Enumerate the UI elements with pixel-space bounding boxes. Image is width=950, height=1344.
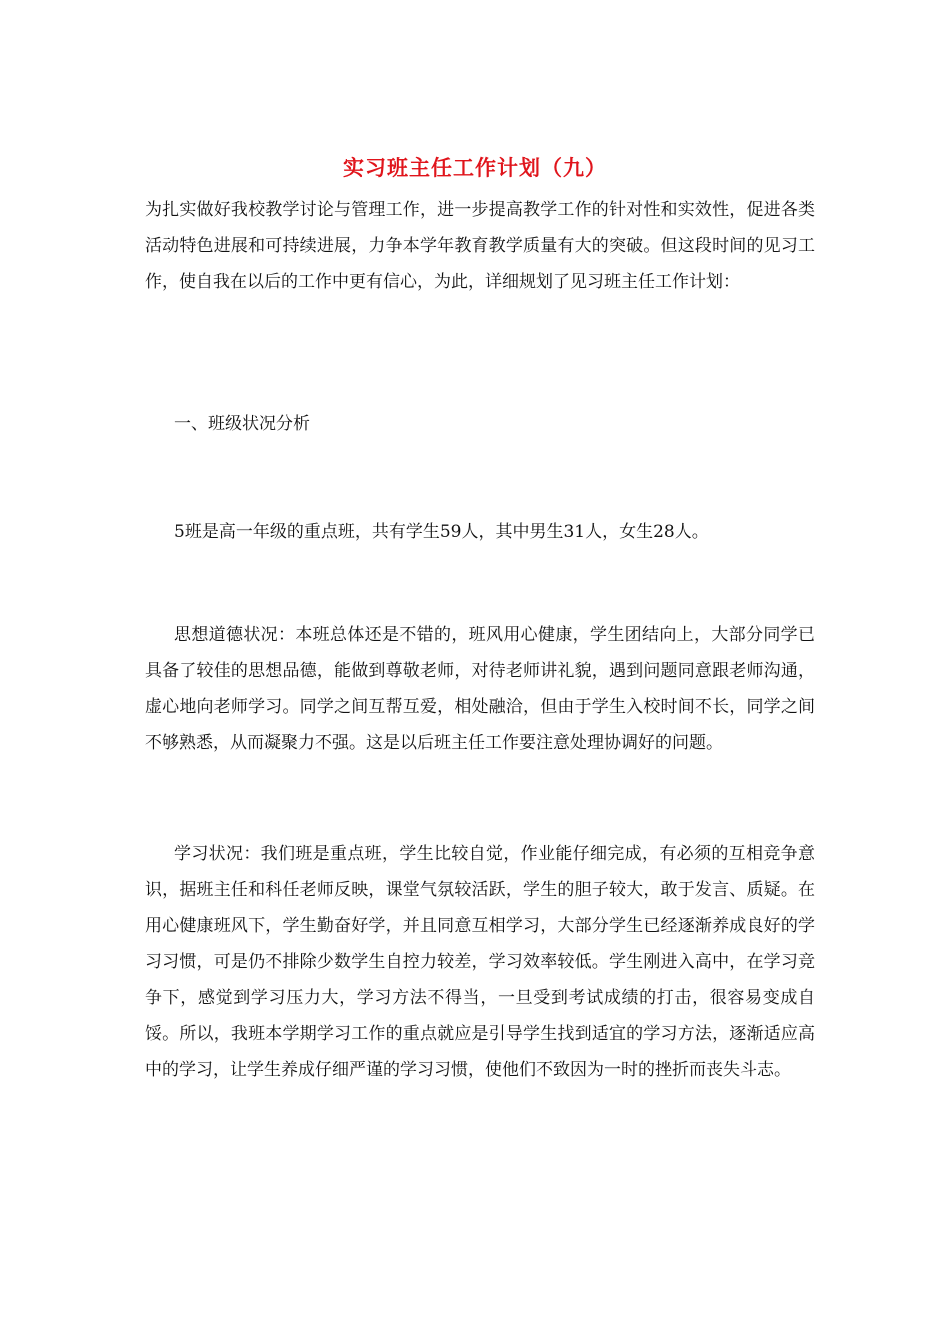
- section-heading-class-analysis: 一、班级状况分析: [174, 414, 310, 434]
- intro-paragraph: 为扎实做好我校教学讨论与管理工作，进一步提高教学工作的针对性和实效性，促进各类活动特色进展和可持续进展，力争本学年教育教学质量有大的突破。但这段时间的见习工作，使自我在以后的工作中更有信心，为此，详细规划了见习班主任工作计划：: [145, 200, 815, 292]
- moral-status-paragraph: 思想道德状况：本班总体还是不错的，班风用心健康，学生团结向上，大部分同学已具备了较佳的思想品德，能做到尊敬老师，对待老师讲礼貌，遇到问题同意跟老师沟通，虚心地向老师学习。同学之间互帮互爱，相处融洽，但由于学生入校时间不长，同学之间不够熟悉，从而凝聚力不强。这是以后班主任工作要注意处理协调好的问题。: [145, 625, 815, 753]
- class-info-paragraph: 5班是高一年级的重点班，共有学生59人，其中男生31人，女生28人。: [174, 522, 709, 542]
- document-title: 实习班主任工作计划（九）: [343, 155, 607, 180]
- study-status-paragraph: 学习状况：我们班是重点班，学生比较自觉，作业能仔细完成，有必须的互相竞争意识，据班主任和科任老师反映，课堂气氛较活跃，学生的胆子较大，敢于发言、质疑。在用心健康班风下，学生勤奋好学，并且同意互相学习，大部分学生已经逐渐养成良好的学习习惯，可是仍不排除少数学生自控力较差，学习效率较低。学生刚进入高中，在学习竞争下，感觉到学习压力大，学习方法不得当，一旦受到考试成绩的打击，很容易变成自馁。所以，我班本学期学习工作的重点就应是引导学生找到适宜的学习方法，逐渐适应高中的学习，让学生养成仔细严谨的学习习惯，使他们不致因为一时的挫折而丧失斗志。: [145, 844, 815, 1080]
